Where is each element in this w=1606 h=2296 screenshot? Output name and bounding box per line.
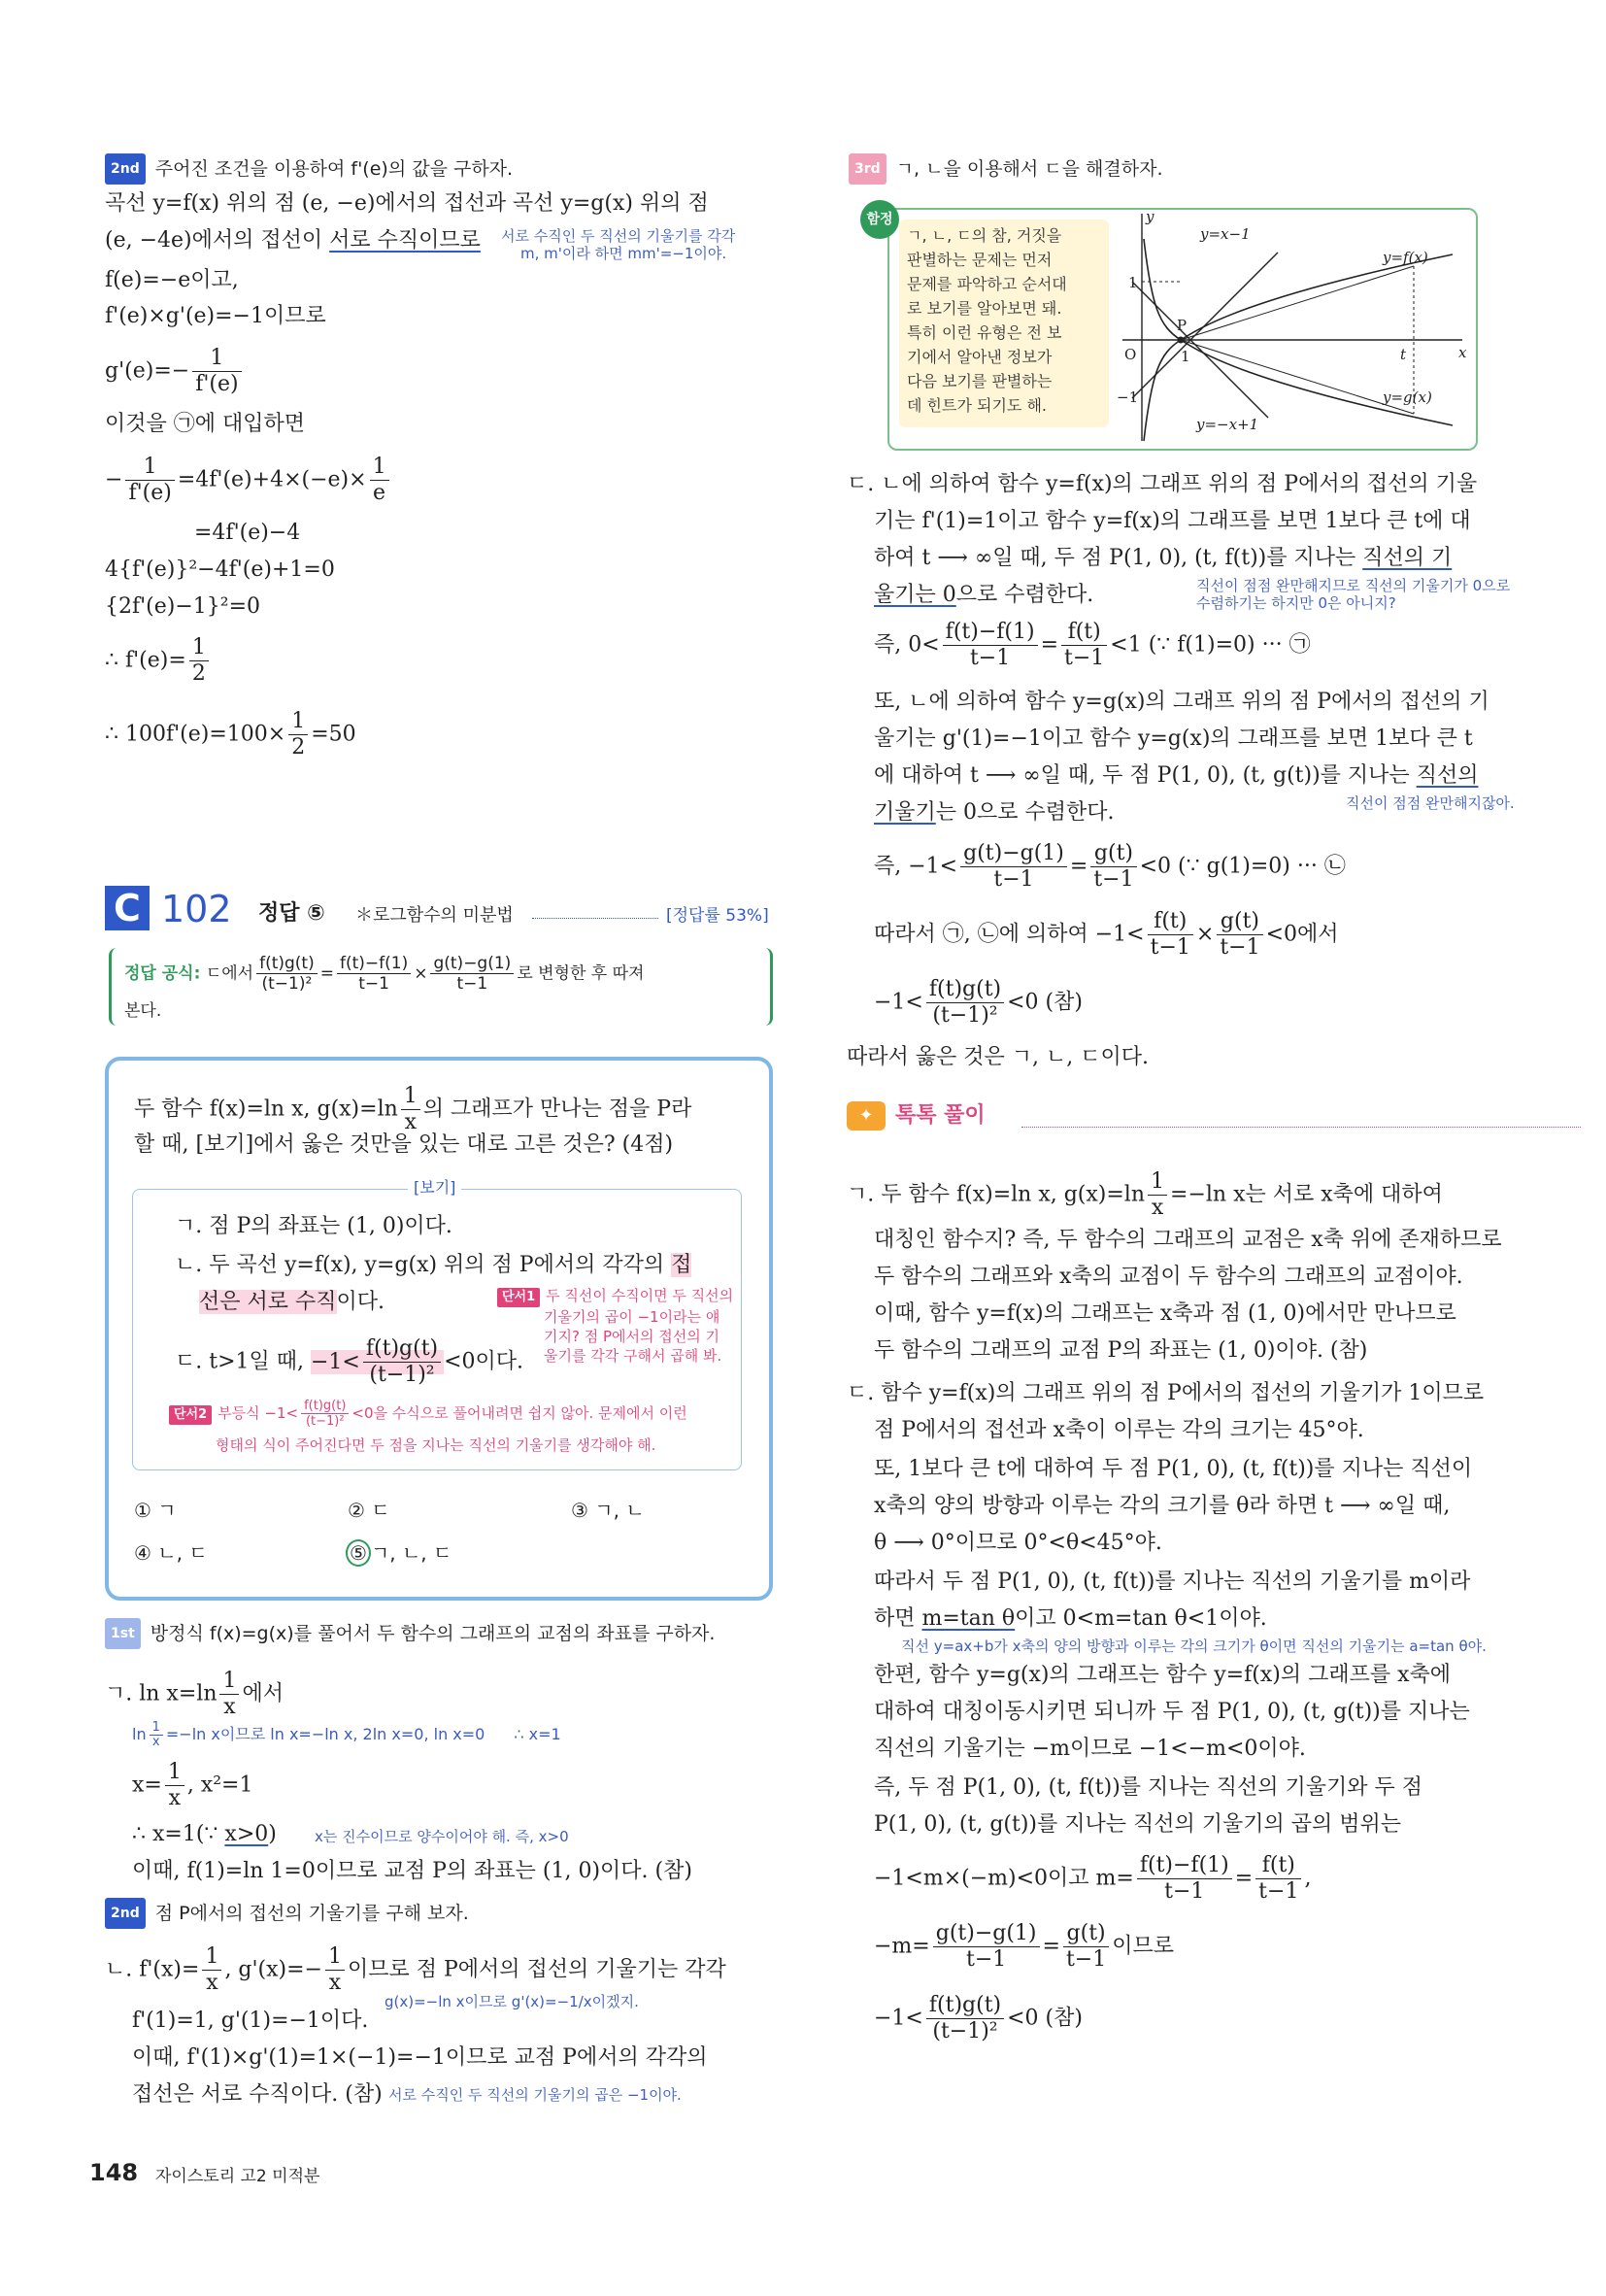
origin-label: O (1124, 346, 1137, 363)
x-label: x (1458, 344, 1467, 361)
line: =4f'(e)−4 (194, 521, 301, 545)
question-line: 두 함수 f(x)=ln x, g(x)=ln $\frac{1}{x}$ 의 그래프가 만나는 점을 P라 (134, 1084, 692, 1134)
line: f'(1)=1, g'(1)=−1이다. (132, 2009, 369, 2033)
equation: −m= $\frac{g(t)-g(1)}{t-1}$ = $\frac{g(t)}{t-1}$ 이므로 (874, 1921, 1174, 1972)
fraction: $\frac{f(t)}{t-1}$ (1061, 620, 1107, 671)
line: 이것을 ㉠에 대입하면 (105, 412, 306, 436)
equation: −1<m×(−m)<0이고 m= $\frac{f(t)-f(1)}{t-1}$ = $\frac{f(t)}{t-1}$ , (874, 1853, 1312, 1904)
fraction: $\frac{f(t)g(t)}{\text{(t−1)²}}$ (256, 954, 318, 994)
fraction: $\frac{f(t)g(t)}{\text{(t−1)²}}$ (301, 1399, 349, 1429)
left-column (0, 0, 796, 2234)
option-2[interactable]: ② ㄷ (348, 1499, 390, 1522)
p-label: P (1177, 317, 1188, 334)
equation: 즉, −1< $\frac{g(t)-g(1)}{t-1}$ = $\frac{g(t)}{t-1}$ <0 (∵ g(1)=0) ··· ㉡ (874, 841, 1346, 892)
line: 두 함수의 그래프의 교점 P의 좌표는 (1, 0)이야. (참) (874, 1338, 1368, 1363)
step2-note2: 서로 수직인 두 직선의 기울기의 곱은 −1이야. (388, 2086, 682, 2104)
toktok-divider (1021, 1127, 1581, 1128)
line: 울기는 0으로 수렴한다. (874, 583, 1094, 607)
step1-heading: 1st 방정식 f(x)=g(x)를 풀어서 두 함수의 그래프의 교점의 좌표를 구하자. (105, 1618, 715, 1649)
hint2-tag: 단서2 (169, 1405, 212, 1425)
fraction: $\frac{1}{x}$ (1148, 1169, 1167, 1221)
line: ∴ x=1(∵ x>0) (132, 1822, 277, 1846)
fraction: $\frac{1}{2}$ (288, 709, 308, 760)
fraction: $\frac{1}{2}$ (189, 635, 209, 687)
equation: ∴ f'(e)= $\frac{1}{2}$ (105, 635, 212, 687)
r4-note: 직선이 점점 완만해지므로 직선의 기울기가 0으로 수렴하기는 하지만 0은 아니지? (1196, 577, 1511, 612)
line: ㄷ. ㄴ에 의하여 함수 y=f(x)의 그래프 위의 점 P에서의 접선의 기울 (847, 472, 1478, 496)
neg-one-label: −1 (1117, 388, 1139, 406)
tip-line: 다음 보기를 판별하는 (907, 372, 1053, 390)
equation: ∴ 100f'(e)=100× $\frac{1}{2}$ =50 (105, 709, 356, 760)
bogi-item: ㄱ. 점 P의 좌표는 (1, 0)이다. (175, 1214, 452, 1238)
tip-text (899, 219, 1109, 427)
bogi-item: ㄴ. 두 곡선 y=f(x), y=g(x) 위의 점 P에서의 각각의 접 (175, 1253, 692, 1277)
line: x축의 양의 방향과 이루는 각의 크기를 θ라 하면 t ⟶ ∞일 때, (874, 1494, 1451, 1518)
step2-badge: 2nd (105, 153, 146, 185)
book-title: 자이스토리 고2 미적분 (155, 2167, 320, 2186)
line: 이때, 함수 y=f(x)의 그래프는 x축과 점 (1, 0)에서만 만나므로 (874, 1301, 1456, 1326)
one-label: 1 (1128, 274, 1138, 291)
curve-label-g: y=g(x) (1383, 388, 1432, 406)
line: f'(e)×g'(e)=−1이므로 (105, 304, 326, 328)
fraction: $\frac{1}{x}$ (150, 1721, 163, 1749)
line: 직선의 기울기는 −m이므로 −1<−m<0이야. (874, 1737, 1306, 1761)
bogi-item: 선은 서로 수직이다. (199, 1290, 385, 1314)
toktok-title: 톡톡 풀이 (895, 1103, 986, 1128)
line: 점 P에서의 접선과 x축이 이루는 각의 크기는 45°야. (874, 1418, 1364, 1442)
equation: 따라서 ㉠, ㉡에 의하여 −1< $\frac{f(t)}{t-1}$ × $\frac{g(t)}{t-1}$ <0에서 (874, 909, 1339, 960)
tangent-f (1132, 253, 1278, 398)
fraction: $\frac{f(t)g(t)}{\text{(t−1)²}}$ (926, 977, 1004, 1029)
option-3[interactable]: ③ ㄱ, ㄴ (571, 1499, 645, 1522)
equation: ㄴ. f'(x)= $\frac{1}{x}$ , g'(x)=− $\frac{1}{x}$ 이므로 점 P에서의 접선의 기울기는 각각 (105, 1944, 726, 1995)
correct-rate: [정답률 53%] (666, 906, 769, 926)
tip-line: ㄱ, ㄴ, ㄷ의 참, 거짓을 (907, 226, 1062, 245)
answer-label: 정답 ⑤ (258, 901, 325, 926)
right-column (796, 0, 1606, 2234)
line: 두 함수의 그래프와 x축의 교점이 두 함수의 그래프의 교점이야. (874, 1265, 1463, 1289)
line: f(e)=−e이고, (105, 268, 239, 292)
fraction: $\frac{1}{x}$ (202, 1944, 221, 1996)
log-graph (1103, 208, 1472, 447)
fraction: $\frac{g(t)}{t-1}$ (1063, 1921, 1109, 1973)
fraction: $\frac{1}{x}$ (401, 1084, 420, 1135)
t-label: t (1400, 346, 1407, 363)
hint2-cont: 형태의 식이 주어진다면 두 점을 지나는 직선의 기울기를 생각해야 해. (216, 1436, 656, 1454)
tip-tag: 함정 (860, 200, 899, 239)
fraction: $\frac{g(t)}{t-1}$ (1090, 841, 1136, 893)
line: 기울기는 0으로 수렴한다. (874, 800, 1115, 825)
one-x-label: 1 (1181, 348, 1190, 365)
step2b-badge: 2nd (105, 1898, 146, 1929)
fraction: $\frac{f(t)-f(1)}{t-1}$ (943, 620, 1038, 671)
line: (e, −4e)에서의 접선이 서로 수직이므로 (105, 228, 481, 253)
line: 즉, 두 점 P(1, 0), (t, f(t))를 지나는 직선의 기울기와 두 점 (874, 1775, 1423, 1800)
equation: −1< $\frac{f(t)g(t)}{\text{(t−1)²}}$ <0 (참) (874, 1993, 1083, 2043)
fraction: $\frac{f(t)}{t-1}$ (1255, 1853, 1301, 1905)
tip-line: 기에서 알아낸 정보가 (907, 348, 1053, 366)
hint1-tag: 단서1 (497, 1288, 540, 1307)
equation: −1< $\frac{f(t)g(t)}{\text{(t−1)²}}$ <0 (참) (874, 977, 1083, 1028)
r9-note: 직선이 점점 완만해지잖아. (1346, 794, 1515, 812)
point-p (1178, 337, 1185, 344)
line: 에 대하여 t ⟶ ∞일 때, 두 점 P(1, 0), (t, g(t))를 지나는 직선의 (874, 763, 1479, 788)
page-number: 148 (89, 2159, 139, 2186)
tip-line: 특히 이런 유형은 전 보 (907, 323, 1062, 342)
formula-line: 본다. (124, 1001, 162, 1021)
line: 대하여 대칭이동시키면 되니까 두 점 P(1, 0), (t, g(t))를 지나는 (874, 1700, 1470, 1724)
equation: g'(e)=− $\frac{1}{f'(e)}$ (105, 346, 245, 397)
fraction: $\frac{f(t)}{t-1}$ (1148, 909, 1193, 961)
tip-line: 판별하는 문제는 먼저 (907, 251, 1053, 269)
option-1[interactable]: ① ㄱ (134, 1499, 177, 1522)
fraction: $\frac{g(t)-g(1)}{t-1}$ (430, 954, 514, 994)
step1-note2: x는 진수이므로 양수이어야 해. 즉, x>0 (315, 1828, 569, 1845)
fraction: $\frac{f(t)g(t)}{\text{(t−1)²}}$ (363, 1336, 441, 1388)
fraction: $\frac{1}{x}$ (165, 1760, 184, 1811)
fraction: $\frac{f(t)g(t)}{\text{(t−1)²}}$ (926, 1993, 1004, 2044)
formula-line: 정답 공식: ㄷ에서 $\frac{f(t)g(t)}{\text{(t−1)²}}$ = $\frac{f(t)-f(1)}{t-1}$ × $\frac{g(t)-g(1)}{t-1}$ 로 변형한 후 따져 (124, 954, 645, 994)
equation: x= $\frac{1}{x}$ , x²=1 (132, 1760, 253, 1810)
line-label-ynx1: y=−x+1 (1196, 416, 1259, 433)
option-5[interactable]: ⑤ ㄱ, ㄴ, ㄷ (346, 1538, 452, 1568)
line: 대칭인 함수지? 즉, 두 함수의 그래프의 교점은 x축 위에 존재하므로 (874, 1228, 1502, 1252)
line: 하여 t ⟶ ∞일 때, 두 점 P(1, 0), (t, f(t))를 지나는 직선의 기 (874, 546, 1453, 570)
problem-letter: C (105, 886, 150, 930)
line: 따라서 두 점 P(1, 0), (t, f(t))를 지나는 직선의 기울기를 m이라 (874, 1570, 1471, 1594)
fraction: $\frac{1}{f'(e)}$ (192, 346, 241, 397)
equation: ㄱ. ln x=ln $\frac{1}{x}$ 에서 (105, 1669, 284, 1719)
y-label: y (1146, 208, 1154, 225)
tip-line: 데 힌트가 되기도 해. (907, 396, 1047, 415)
step1-note: ln $\frac{1}{x}$ =−ln x이므로 ln x=−ln x, 2ln x=0, ln x=0 ∴ x=1 (132, 1720, 561, 1749)
step3-heading: 3rd ㄱ, ㄴ을 이용해서 ㄷ을 해결하자. (849, 153, 1163, 185)
line: 기는 f'(1)=1이고 함수 y=f(x)의 그래프를 보면 1보다 큰 t에 대 (874, 509, 1471, 533)
answer-circle: ⑤ (346, 1539, 371, 1567)
line: 또, ㄴ에 의하여 함수 y=g(x)의 그래프 위의 점 P에서의 접선의 기 (874, 690, 1489, 714)
step2-heading: 2nd 주어진 조건을 이용하여 f'(e)의 값을 구하자. (105, 153, 513, 185)
hint2: 단서2 부등식 −1< $\frac{f(t)g(t)}{\text{(t−1)²}}$ <0을 수식으로 풀어내려면 쉽지 않아. 문제에서 이런 (169, 1399, 687, 1429)
line: ㄷ. 함수 y=f(x)의 그래프 위의 점 P에서의 접선의 기울기가 1이므로 (847, 1381, 1485, 1405)
fraction: $\frac{f(t)-f(1)}{t-1}$ (1137, 1853, 1232, 1905)
fraction: $\frac{f(t)-f(1)}{t-1}$ (337, 954, 411, 994)
bogi-title: [보기] (408, 1177, 461, 1199)
line: 4{f'(e)}²−4f'(e)+1=0 (105, 557, 335, 582)
fraction: $\frac{1}{f'(e)}$ (125, 455, 174, 506)
step2b-heading: 2nd 점 P에서의 접선의 기울기를 구해 보자. (105, 1898, 469, 1929)
line: 또, 1보다 큰 t에 대하여 두 점 P(1, 0), (t, f(t))를 지나는 직선이 (874, 1457, 1473, 1481)
line: 곡선 y=f(x) 위의 점 (e, −e)에서의 접선과 곡선 y=g(x) 위의 점 (105, 191, 709, 216)
fraction: $\frac{g(t)-g(1)}{t-1}$ (960, 841, 1067, 893)
line: {2f'(e)−1}²=0 (105, 594, 261, 619)
step3-badge: 3rd (849, 153, 887, 185)
line: 따라서 옳은 것은 ㄱ, ㄴ, ㄷ이다. (847, 1045, 1149, 1069)
line: 접선은 서로 수직이다. (참) (132, 2082, 383, 2107)
equation: 즉, 0< $\frac{f(t)-f(1)}{t-1}$ = $\frac{f(t)}{t-1}$ <1 (∵ f(1)=0) ··· ㉠ (874, 620, 1311, 670)
perp-note: 서로 수직인 두 직선의 기울기를 각각 m, m'이라 하면 mm'=−1이야. (501, 227, 736, 262)
line: P(1, 0), (t, g(t))를 지나는 직선의 기울기의 곱의 범위는 (874, 1812, 1402, 1837)
line: 한편, 함수 y=g(x)의 그래프는 함수 y=f(x)의 그래프를 x축에 (874, 1663, 1451, 1687)
fraction: $\frac{g(t)}{t-1}$ (1217, 909, 1262, 961)
topic-divider (532, 918, 658, 919)
fraction: $\frac{1}{e}$ (370, 455, 389, 506)
line: θ ⟶ 0°이므로 0°<θ<45°야. (874, 1531, 1162, 1555)
curve-label-f: y=f(x) (1383, 249, 1428, 266)
problem-number: 102 (161, 888, 232, 930)
option-4[interactable]: ④ ㄴ, ㄷ (134, 1541, 208, 1565)
fraction: $\frac{g(t)-g(1)}{t-1}$ (933, 1921, 1040, 1973)
step2-note: g(x)=−ln x이므로 g'(x)=−1/x이겠지. (385, 1993, 639, 2010)
hint1: 단서1 두 직선이 수직이면 두 직선의 기울기의 곱이 −1이라는 얘 기지? 점 P에서의 접선의 기 울기를 각각 구해서 곱해 봐. (497, 1286, 733, 1366)
question-line: 할 때, [보기]에서 옳은 것만을 있는 대로 고른 것은? (4점) (134, 1132, 674, 1157)
bogi-item: ㄷ. t>1일 때, −1< $\frac{f(t)g(t)}{\text{(t−1)²}}$ <0이다. (175, 1336, 524, 1387)
line: 울기는 g'(1)=−1이고 함수 y=g(x)의 그래프를 보면 1보다 큰 t (874, 726, 1473, 751)
line: 이때, f'(1)×g'(1)=1×(−1)=−1이므로 교점 P에서의 각각의 (132, 2045, 708, 2070)
secant-f (1181, 266, 1414, 340)
fraction: $\frac{1}{x}$ (219, 1669, 239, 1720)
line: 이때, f(1)=ln 1=0이므로 교점 P의 좌표는 (1, 0)이다. (참) (132, 1859, 692, 1883)
fraction: $\frac{1}{x}$ (325, 1944, 345, 1996)
toktok-icon: ✦ (847, 1101, 886, 1131)
line: 하면 m=tan θ이고 0<m=tan θ<1이야. (874, 1606, 1267, 1631)
equation: ㄱ. 두 함수 f(x)=ln x, g(x)=ln $\frac{1}{x}$ =−ln x는 서로 x축에 대하여 (847, 1169, 1443, 1220)
tip-line: 문제를 파악하고 순서대 (907, 275, 1067, 293)
tip-line: 로 보기를 알아보면 돼. (907, 299, 1062, 318)
t12-note: 직선 y=ax+b가 x축의 양의 방향과 이루는 각의 크기가 θ이면 직선의 기울기는 a=tan θ야. (901, 1638, 1487, 1655)
tangent-g (1132, 282, 1268, 418)
secant-g (1181, 340, 1414, 414)
equation: − $\frac{1}{f'(e)}$ =4f'(e)+4×(−e)× $\frac{1}{e}$ (105, 455, 392, 506)
curve-f (1144, 254, 1453, 441)
step1-badge: 1st (105, 1618, 141, 1649)
topic-label: ＊로그함수의 미분법 (355, 905, 514, 926)
line-label-yx1: y=x−1 (1200, 225, 1251, 243)
